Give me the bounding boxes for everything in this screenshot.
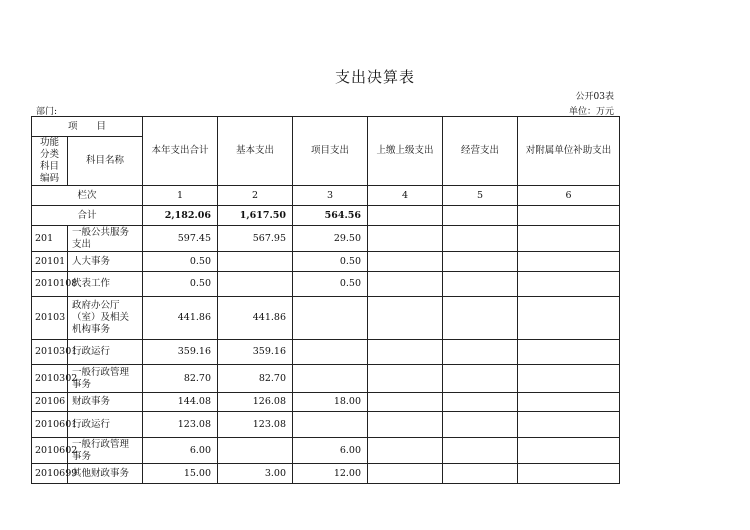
project-cell: 0.50 — [293, 272, 368, 297]
operating-cell — [443, 297, 518, 340]
func-code-cell: 20101 — [32, 252, 68, 272]
subsidy-cell — [518, 226, 620, 252]
func-code-cell: 20106 — [32, 393, 68, 412]
operating-cell — [443, 272, 518, 297]
project-cell: 0.50 — [293, 252, 368, 272]
func-code-cell: 2010602 — [32, 438, 68, 464]
upper-cell — [368, 464, 443, 484]
table-row — [32, 252, 620, 272]
subsidy-cell — [518, 365, 620, 393]
subject-name-cell: 一般公共服务支出 — [68, 226, 143, 252]
upper-cell — [368, 365, 443, 393]
total-cell: 359.16 — [143, 340, 218, 365]
subject-name-cell: 政府办公厅（室）及相关机构事务 — [68, 297, 143, 340]
operating-cell — [443, 340, 518, 365]
basic-cell: 359.16 — [218, 340, 293, 365]
subsidy-cell — [518, 464, 620, 484]
page-title: 支出决算表 — [334, 68, 415, 86]
subsidy-cell — [518, 252, 620, 272]
subject-name-cell: 一般行政管理事务 — [68, 365, 143, 393]
total-label: 合计 — [32, 206, 143, 226]
func-code-cell: 2010601 — [32, 412, 68, 438]
subject-name-cell: 行政运行 — [68, 412, 143, 438]
col-num: 6 — [518, 186, 620, 206]
basic-cell: 567.95 — [218, 226, 293, 252]
upper-cell — [368, 272, 443, 297]
table-row — [32, 393, 620, 412]
basic-cell: 82.70 — [218, 365, 293, 393]
func-code-cell: 2010302 — [32, 365, 68, 393]
col-num: 2 — [218, 186, 293, 206]
expenditure-table — [31, 116, 620, 484]
subsidy-cell — [518, 393, 620, 412]
header-basic: 基本支出 — [218, 117, 293, 186]
basic-cell — [218, 252, 293, 272]
header-item: 项 目 — [32, 117, 143, 137]
basic-cell: 3.00 — [218, 464, 293, 484]
subsidy-cell — [518, 438, 620, 464]
project-cell: 29.50 — [293, 226, 368, 252]
subject-name-cell: 其他财政事务 — [68, 464, 143, 484]
table-row — [32, 297, 620, 340]
department-label: 部门: — [36, 107, 58, 117]
upper-cell — [368, 438, 443, 464]
header-project: 项目支出 — [293, 117, 368, 186]
operating-cell — [443, 226, 518, 252]
unit-label: 单位：万元 — [568, 107, 614, 117]
operating-cell — [443, 252, 518, 272]
upper-cell — [368, 297, 443, 340]
total-cell: 0.50 — [143, 272, 218, 297]
upper-cell — [368, 340, 443, 365]
table-row — [32, 438, 620, 464]
header-subsidy: 对附属单位补助支出 — [518, 117, 620, 186]
total-cell: 15.00 — [143, 464, 218, 484]
project-cell: 6.00 — [293, 438, 368, 464]
total-cell: 123.08 — [143, 412, 218, 438]
func-code-cell: 201 — [32, 226, 68, 252]
total-cell: 6.00 — [143, 438, 218, 464]
total-operating — [443, 206, 518, 226]
col-num: 4 — [368, 186, 443, 206]
header-total: 本年支出合计 — [143, 117, 218, 186]
header-subject-name: 科目名称 — [68, 137, 143, 186]
total-cell: 82.70 — [143, 365, 218, 393]
project-cell: 18.00 — [293, 393, 368, 412]
operating-cell — [443, 464, 518, 484]
total-cell: 441.86 — [143, 297, 218, 340]
total-project: 564.56 — [293, 206, 368, 226]
project-cell — [293, 412, 368, 438]
col-num: 3 — [293, 186, 368, 206]
total-subsidy — [518, 206, 620, 226]
subject-name-cell: 人大事务 — [68, 252, 143, 272]
upper-cell — [368, 226, 443, 252]
subject-name-cell: 财政事务 — [68, 393, 143, 412]
total-upper — [368, 206, 443, 226]
table-row — [32, 464, 620, 484]
basic-cell: 441.86 — [218, 297, 293, 340]
func-code-cell: 2010301 — [32, 340, 68, 365]
total-cell: 144.08 — [143, 393, 218, 412]
upper-cell — [368, 412, 443, 438]
operating-cell — [443, 393, 518, 412]
subsidy-cell — [518, 272, 620, 297]
subsidy-cell — [518, 412, 620, 438]
operating-cell — [443, 365, 518, 393]
header-operating: 经营支出 — [443, 117, 518, 186]
col-num: 5 — [443, 186, 518, 206]
basic-cell: 126.08 — [218, 393, 293, 412]
total-sum: 2,182.06 — [143, 206, 218, 226]
operating-cell — [443, 412, 518, 438]
table-row — [32, 412, 620, 438]
table-row — [32, 365, 620, 393]
table-row — [32, 340, 620, 365]
total-row — [32, 206, 620, 226]
project-cell — [293, 365, 368, 393]
col-num: 1 — [143, 186, 218, 206]
project-cell: 12.00 — [293, 464, 368, 484]
operating-cell — [443, 438, 518, 464]
total-cell: 597.45 — [143, 226, 218, 252]
basic-cell — [218, 272, 293, 297]
project-cell — [293, 297, 368, 340]
subsidy-cell — [518, 297, 620, 340]
subject-name-cell: 一般行政管理事务 — [68, 438, 143, 464]
table-row — [32, 272, 620, 297]
subsidy-cell — [518, 340, 620, 365]
func-code-cell: 2010108 — [32, 272, 68, 297]
subject-name-cell: 代表工作 — [68, 272, 143, 297]
project-cell — [293, 340, 368, 365]
form-number: 公开03表 — [575, 92, 614, 102]
table-row — [32, 226, 620, 252]
basic-cell: 123.08 — [218, 412, 293, 438]
header-upper: 上缴上级支出 — [368, 117, 443, 186]
subject-name-cell: 行政运行 — [68, 340, 143, 365]
func-code-cell: 2010699 — [32, 464, 68, 484]
func-code-cell: 20103 — [32, 297, 68, 340]
total-cell: 0.50 — [143, 252, 218, 272]
upper-cell — [368, 252, 443, 272]
upper-cell — [368, 393, 443, 412]
header-func-code: 功能分类科目编码 — [32, 137, 68, 186]
basic-cell — [218, 438, 293, 464]
col-index-label: 栏次 — [32, 186, 143, 206]
total-basic: 1,617.50 — [218, 206, 293, 226]
